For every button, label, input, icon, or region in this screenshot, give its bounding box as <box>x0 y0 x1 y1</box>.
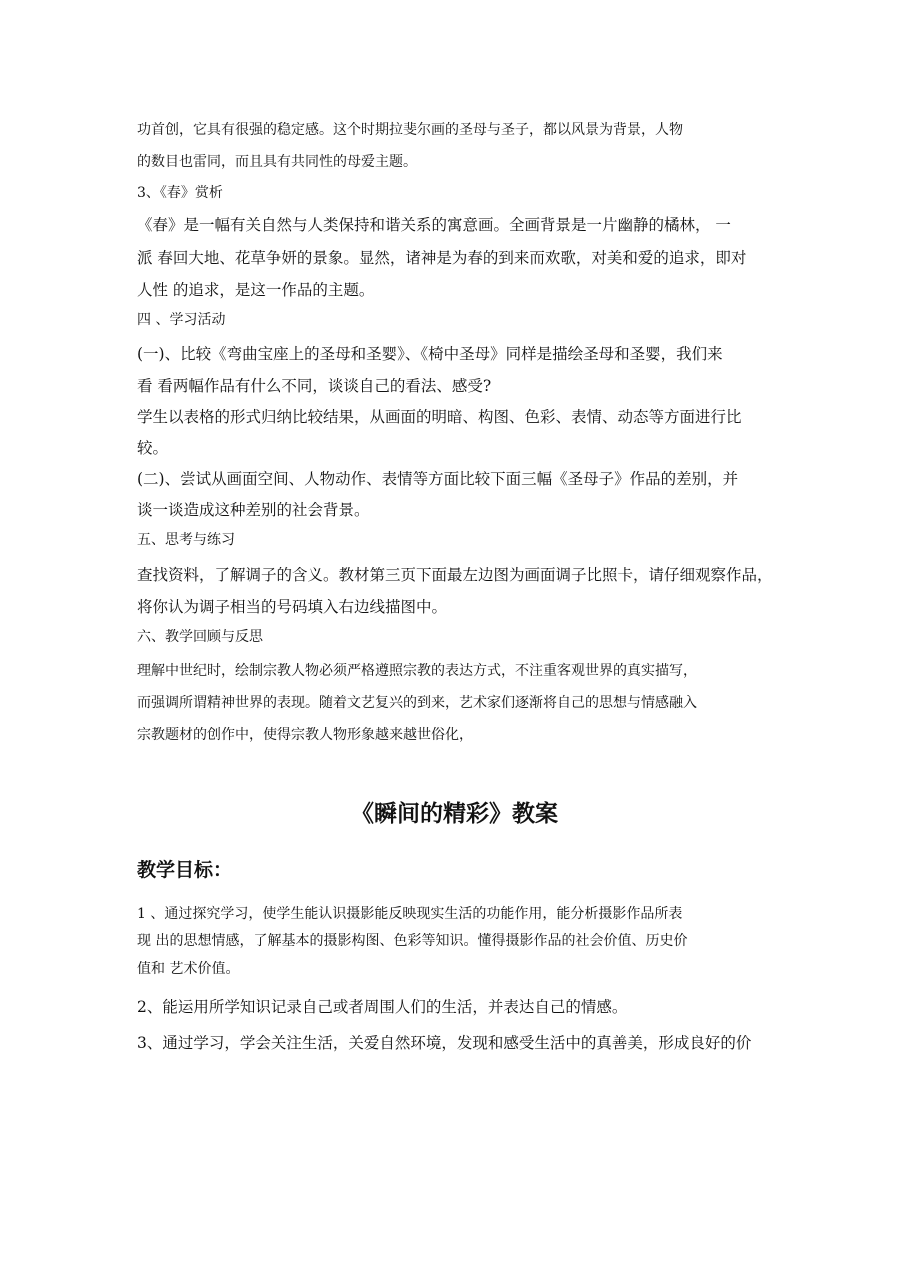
paragraph-line: 而强调所谓精神世界的表现。随着文艺复兴的到来，艺术家们逐渐将自己的思想与情感融入 <box>137 695 697 711</box>
goal-item-1-cont: 值和 艺术价值。 <box>137 961 240 977</box>
paragraph-line: 《春》是一幅有关自然与人类保持和谐关系的寓意画。全画背景是一片幽静的橘林， 一 <box>137 216 731 234</box>
paragraph-line: 学生以表格的形式归纳比较结果，从画面的明暗、构图、色彩、表情、动态等方面进行比 <box>137 408 742 426</box>
teaching-goals-heading: 教学目标： <box>137 859 233 881</box>
paragraph-line: (一)、比较《弯曲宝座上的圣母和圣婴》、《椅中圣母》同样是描绘圣母和圣婴，我们来 <box>137 345 723 363</box>
paragraph-line: 较。 <box>137 439 169 457</box>
goal-item-1: 1 、通过探究学习，使学生能认识摄影能反映现实生活的功能作用，能分析摄影作品所表 <box>137 906 683 922</box>
goal-item-1-cont: 现 出的思想情感，了解基本的摄影构图、色彩等知识。懂得摄影作品的社会价值、历史价 <box>137 933 688 949</box>
paragraph-line: 查找资料，了解调子的含义。教材第三页下面最左边图为画面调子比照卡，请仔细观察作品， <box>137 566 773 584</box>
subheading-spring-analysis: 3、《春》赏析 <box>137 185 223 201</box>
paragraph-line: 派 春回大地、花草争妍的景象。显然，诸神是为春的到来而欢歌，对美和爱的追求，即对 <box>137 249 747 267</box>
paragraph-line: 的数目也雷同，而且具有共同性的母爱主题。 <box>137 154 417 170</box>
paragraph-line: 将你认为调子相当的号码填入右边线描图中。 <box>137 598 448 616</box>
paragraph-line: 理解中世纪时，绘制宗教人物必须严格遵照宗教的表达方式，不注重客观世界的真实描写， <box>137 663 697 679</box>
section-heading-review-reflection: 六、教学回顾与反思 <box>137 629 263 645</box>
paragraph-line: 看 看两幅作品有什么不同，谈谈自己的看法、感受? <box>137 377 492 395</box>
goal-item-2: 2、能运用所学知识记录自己或者周围人们的生活，并表达自己的情感。 <box>137 998 628 1016</box>
goal-item-3: 3、通过学习，学会关注生活，关爱自然环境，发现和感受生活中的真善美，形成良好的价 <box>137 1034 752 1052</box>
section-heading-thinking-practice: 五、思考与练习 <box>137 532 235 548</box>
paragraph-line: (二)、尝试从画面空间、人物动作、表情等方面比较下面三幅《圣母子》作品的差别，并 <box>137 470 739 488</box>
paragraph-line: 人性 的追求，是这一作品的主题。 <box>137 281 375 299</box>
paragraph-line: 谈一谈造成这种差别的社会背景。 <box>137 501 370 519</box>
paragraph-line: 功首创，它具有很强的稳定感。这个时期拉斐尔画的圣母与圣子，都以风景为背景，人物 <box>137 122 683 138</box>
document-title: 《瞬间的精彩》教案 <box>351 801 558 827</box>
paragraph-line: 宗教题材的创作中，使得宗教人物形象越来越世俗化， <box>137 727 473 743</box>
section-heading-learning-activity: 四 、学习活动 <box>137 312 226 328</box>
